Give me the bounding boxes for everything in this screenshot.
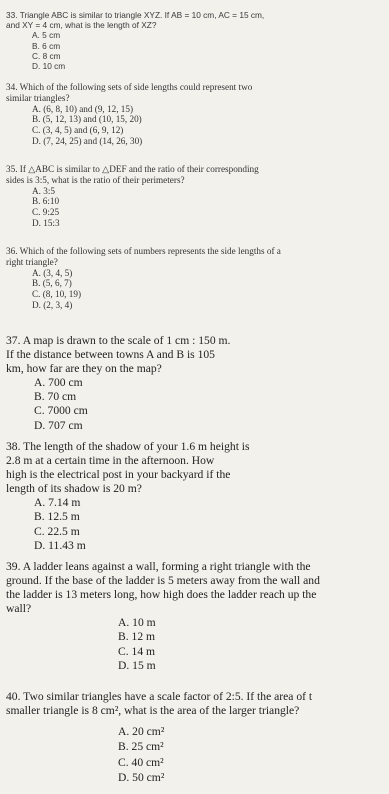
option-d[interactable]: D. 15:3 [32,217,60,228]
option-d[interactable]: D. 11.43 m [34,538,86,552]
option-a[interactable]: A. 700 cm [34,376,83,390]
question-36-options [6,268,389,311]
option-b[interactable]: B. (5, 12, 13) and (10, 15, 20) [32,114,142,125]
option-a[interactable]: A. 10 m [118,616,156,630]
option-d[interactable]: D. 15 m [118,658,156,672]
option-d[interactable]: D. (2, 3, 4) [32,299,73,310]
option-b[interactable]: B. 12 m [118,630,156,644]
question-35-stem: 35. If △ABC is similar to △DEF and the ratio of their corresponding sides is 3:5, what is the ratio of their perimeters? [6,164,259,185]
option-a[interactable]: A. 20 cm² [118,725,165,739]
question-38-stem: 38. The length of the shadow of your 1.6 m height is 2.8 m at a certain time in the afternoon. How high is the electrical post in your backyard if the length of its shadow is 20 m? [6,440,250,496]
question-37-stem: 37. A map is drawn to the scale of 1 cm : 150 m. If the distance between towns A and B is 105 km, how far are they on the map? [6,334,231,376]
question-37 [6,334,389,433]
option-c[interactable]: C. (8, 10, 19) [32,289,81,300]
option-d[interactable]: D. (7, 24, 25) and (14, 26, 30) [32,135,143,146]
question-34-options [6,104,389,147]
option-b[interactable]: B. 70 cm [34,390,77,404]
question-35 [6,164,389,229]
option-a[interactable]: A. (3, 4, 5) [32,267,73,278]
question-38-options [6,496,389,552]
option-b[interactable]: B. (5, 6, 7) [32,278,72,289]
question-36 [6,246,389,311]
question-33-stem: 33. Triangle ABC is similar to triangle XYZ. If AB = 10 cm, AC = 15 cm, and XY = 4 cm, what is the length of XZ? [6,10,265,31]
option-c[interactable]: C. 22.5 m [34,524,80,538]
option-d[interactable]: D. 10 cm [32,61,66,72]
question-33 [6,10,389,71]
option-c[interactable]: C. 9:25 [32,207,60,218]
option-c[interactable]: C. 40 cm² [118,755,164,769]
option-b[interactable]: B. 25 cm² [118,740,164,754]
option-c[interactable]: C. 14 m [118,644,156,658]
question-36-stem: 36. Which of the following sets of numbers represents the side lengths of a right triangle? [6,246,281,267]
option-c[interactable]: C. (3, 4, 5) and (6, 9, 12) [32,125,124,136]
option-a[interactable]: A. (6, 8, 10) and (9, 12, 15) [32,103,134,114]
question-40 [6,690,389,785]
question-33-options [6,30,389,71]
question-34-stem: 34. Which of the following sets of side lengths could represent two similar triangles? [6,82,253,103]
question-39-stem: 39. A ladder leans against a wall, forming a right triangle with the ground. If the base of the ladder is 5 meters away from the wall and the ladder is 13 meters long, how high does the ladder reach up the wall? [6,560,320,616]
option-a[interactable]: A. 5 cm [32,30,61,41]
option-b[interactable]: B. 6:10 [32,196,60,207]
option-a[interactable]: A. 7.14 m [34,496,81,510]
option-c[interactable]: C. 8 cm [32,50,61,61]
option-d[interactable]: D. 707 cm [34,418,83,432]
question-34 [6,82,389,147]
question-39 [6,560,389,673]
option-a[interactable]: A. 3:5 [32,185,55,196]
question-40-stem: 40. Two similar triangles have a scale factor of 2:5. If the area of t smaller triangle is 8 cm², what is the area of the larger triangle? [6,690,313,718]
option-b[interactable]: B. 6 cm [32,40,61,51]
question-38 [6,440,389,553]
option-b[interactable]: B. 12.5 m [34,510,80,524]
question-39-options [6,616,389,672]
option-d[interactable]: D. 50 cm² [118,770,165,784]
question-35-options [6,186,389,229]
question-37-options [6,376,389,432]
question-40-options [6,724,389,785]
option-c[interactable]: C. 7000 cm [34,404,88,418]
